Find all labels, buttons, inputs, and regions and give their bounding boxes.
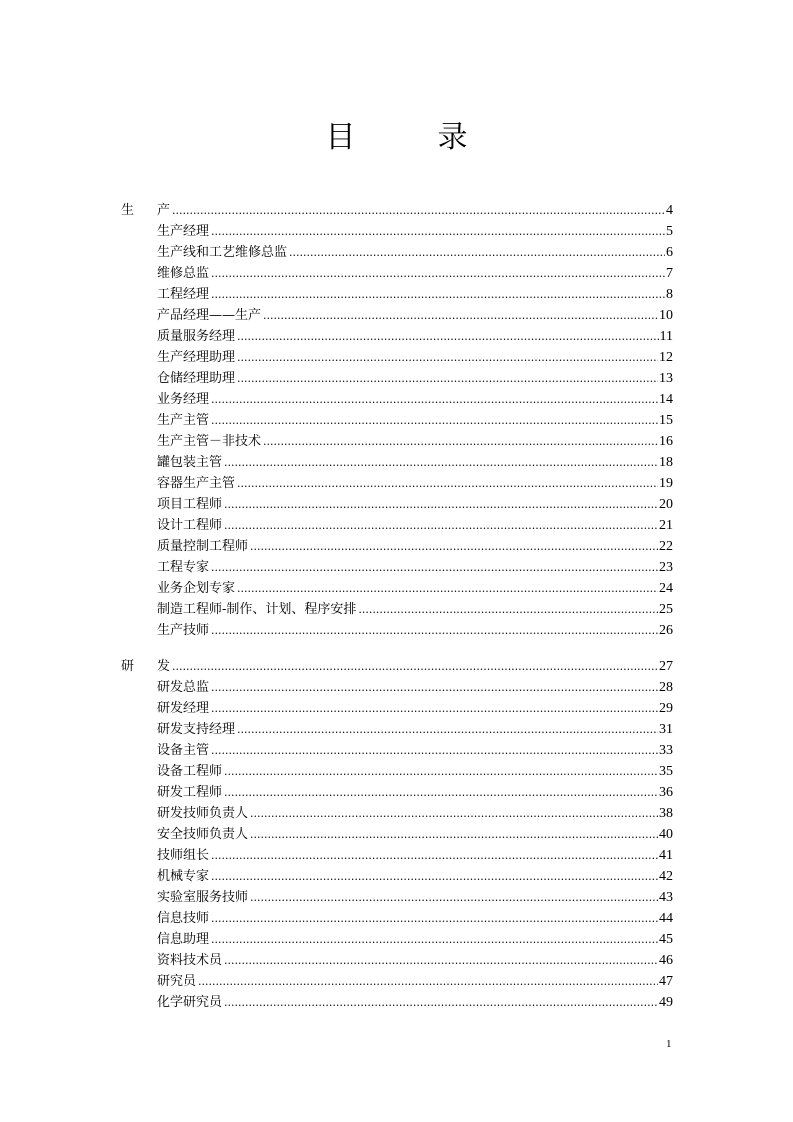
toc-entry-label: 仓储经理助理 xyxy=(157,371,236,386)
toc-entry[interactable] xyxy=(121,698,673,719)
leader-dots xyxy=(211,908,658,929)
leader-dots xyxy=(224,452,658,473)
toc-entry-label: 罐包装主管 xyxy=(157,455,223,470)
toc-entry-label: 机械专家 xyxy=(157,869,210,884)
toc-entry-label: 质量控制工程师 xyxy=(157,539,249,554)
toc-page-number: 35 xyxy=(659,764,673,779)
toc-entry[interactable] xyxy=(121,221,673,242)
toc-page-number: 6 xyxy=(666,245,673,260)
leader-dots xyxy=(250,536,658,557)
toc-entry[interactable] xyxy=(121,866,673,887)
toc-entry[interactable] xyxy=(121,557,673,578)
toc-entry[interactable] xyxy=(121,305,673,326)
toc-entry[interactable] xyxy=(121,620,673,641)
toc-page-number: 21 xyxy=(659,518,673,533)
toc-entry-label: 实验室服务技师 xyxy=(157,890,249,905)
toc-page-number: 49 xyxy=(659,995,673,1010)
toc-page-number: 23 xyxy=(659,560,673,575)
toc-entry-label: 工程经理 xyxy=(157,287,210,302)
leader-dots xyxy=(224,761,658,782)
toc-entry[interactable] xyxy=(121,719,673,740)
toc-entry[interactable] xyxy=(121,761,673,782)
toc-entry[interactable] xyxy=(121,971,673,992)
toc-section-rnd xyxy=(121,656,673,1013)
leader-dots xyxy=(211,263,665,284)
leader-dots xyxy=(224,992,658,1013)
leader-dots xyxy=(224,782,658,803)
leader-dots xyxy=(211,557,658,578)
toc-entry[interactable] xyxy=(121,347,673,368)
toc-entry-label: 研发技师负责人 xyxy=(157,806,249,821)
toc-entry-label: 项目工程师 xyxy=(157,497,223,512)
toc-page-number: 43 xyxy=(659,890,673,905)
toc-page-number: 8 xyxy=(666,287,673,302)
toc-page-number: 38 xyxy=(659,806,673,821)
toc-page-number: 47 xyxy=(659,974,673,989)
toc-page-number: 7 xyxy=(666,266,673,281)
toc-page-number: 4 xyxy=(666,203,673,218)
toc-page-number: 11 xyxy=(659,329,673,344)
leader-dots xyxy=(237,347,658,368)
toc-entry[interactable] xyxy=(121,431,673,452)
leader-dots xyxy=(237,473,658,494)
toc-entry[interactable] xyxy=(121,887,673,908)
toc-entry-label: 产品经理——生产 xyxy=(157,308,262,323)
toc-page-number: 10 xyxy=(659,308,673,323)
toc-entry[interactable] xyxy=(121,950,673,971)
leader-dots xyxy=(211,221,665,242)
toc-page-number: 25 xyxy=(659,602,673,617)
toc-entry-label: 技师组长 xyxy=(157,848,210,863)
toc-entry-label: 资料技术员 xyxy=(157,953,223,968)
toc-entry[interactable] xyxy=(121,599,673,620)
toc-entry-label: 设备工程师 xyxy=(157,764,223,779)
toc-entry-label: 维修总监 xyxy=(157,266,210,281)
leader-dots xyxy=(211,410,658,431)
toc-section-heading[interactable] xyxy=(121,200,673,221)
leader-dots xyxy=(263,431,658,452)
toc-entry[interactable] xyxy=(121,242,673,263)
leader-dots xyxy=(224,950,658,971)
toc-section-production xyxy=(121,200,673,641)
toc-page-number: 15 xyxy=(659,413,673,428)
leader-dots xyxy=(250,824,658,845)
toc-heading-label: 研 发 xyxy=(121,659,171,674)
toc-entry[interactable] xyxy=(121,845,673,866)
toc-entry[interactable] xyxy=(121,452,673,473)
toc-entry[interactable] xyxy=(121,515,673,536)
leader-dots xyxy=(211,284,665,305)
leader-dots xyxy=(358,599,658,620)
toc-page-number: 45 xyxy=(659,932,673,947)
leader-dots xyxy=(211,866,658,887)
toc-entry[interactable] xyxy=(121,929,673,950)
toc-entry-label: 业务企划专家 xyxy=(157,581,236,596)
toc-entry[interactable] xyxy=(121,677,673,698)
toc-entry-label: 工程专家 xyxy=(157,560,210,575)
toc-page-number: 33 xyxy=(659,743,673,758)
leader-dots xyxy=(250,887,658,908)
toc-page-number: 41 xyxy=(659,848,673,863)
toc-entry-label: 业务经理 xyxy=(157,392,210,407)
toc-entry[interactable] xyxy=(121,536,673,557)
toc-entry-label: 设备主管 xyxy=(157,743,210,758)
toc-entry[interactable] xyxy=(121,473,673,494)
toc-page-number: 44 xyxy=(659,911,673,926)
toc-entry-label: 质量服务经理 xyxy=(157,329,236,344)
leader-dots xyxy=(263,305,658,326)
toc-entry[interactable] xyxy=(121,494,673,515)
toc-entry-label: 生产经理助理 xyxy=(157,350,236,365)
toc-page-number: 14 xyxy=(659,392,673,407)
leader-dots xyxy=(198,971,658,992)
leader-dots xyxy=(172,656,658,677)
toc-entry[interactable] xyxy=(121,368,673,389)
toc-entry-label: 研发总监 xyxy=(157,680,210,695)
toc-entry[interactable] xyxy=(121,992,673,1013)
leader-dots xyxy=(237,368,658,389)
toc-page-number: 16 xyxy=(659,434,673,449)
toc-page-number: 36 xyxy=(659,785,673,800)
toc-entry-label: 生产技师 xyxy=(157,623,210,638)
toc-entry-label: 生产主管 xyxy=(157,413,210,428)
toc-page-number: 31 xyxy=(659,722,673,737)
leader-dots xyxy=(224,515,658,536)
toc-page-number: 26 xyxy=(659,623,673,638)
toc-heading-label: 生 产 xyxy=(121,203,171,218)
toc-entry-label: 研发支持经理 xyxy=(157,722,236,737)
toc-page-number: 12 xyxy=(659,350,673,365)
toc-entry-label: 容器生产主管 xyxy=(157,476,236,491)
leader-dots xyxy=(237,326,659,347)
toc-page-number: 22 xyxy=(659,539,673,554)
leader-dots xyxy=(172,200,665,221)
leader-dots xyxy=(224,494,658,515)
leader-dots xyxy=(211,677,658,698)
toc-entry-label: 生产主管－非技术 xyxy=(157,434,262,449)
toc-page-number: 19 xyxy=(659,476,673,491)
toc-entry[interactable] xyxy=(121,284,673,305)
toc-page-number: 28 xyxy=(659,680,673,695)
toc-entry-label: 信息助理 xyxy=(157,932,210,947)
toc-entry-label: 制造工程师-制作、计划、程序安排 xyxy=(157,602,357,617)
toc-page-number: 29 xyxy=(659,701,673,716)
toc-entry[interactable] xyxy=(121,410,673,431)
leader-dots xyxy=(211,845,658,866)
toc-page-number: 13 xyxy=(659,371,673,386)
leader-dots xyxy=(211,389,658,410)
toc-entry-label: 设计工程师 xyxy=(157,518,223,533)
toc-entry-label: 研发经理 xyxy=(157,701,210,716)
leader-dots xyxy=(211,620,658,641)
toc-page-number: 46 xyxy=(659,953,673,968)
toc-entry[interactable] xyxy=(121,782,673,803)
toc-entry[interactable] xyxy=(121,740,673,761)
toc-entry-label: 生产经理 xyxy=(157,224,210,239)
toc-page-number: 24 xyxy=(659,581,673,596)
leader-dots xyxy=(211,740,658,761)
toc-entry-label: 生产线和工艺维修总监 xyxy=(157,245,288,260)
toc-entry-label: 化学研究员 xyxy=(157,995,223,1010)
page-footer-number: 1 xyxy=(666,1038,672,1050)
toc-entry-label: 研发工程师 xyxy=(157,785,223,800)
leader-dots xyxy=(237,719,658,740)
toc-entry-label: 安全技师负责人 xyxy=(157,827,249,842)
leader-dots xyxy=(250,803,658,824)
toc-entry[interactable] xyxy=(121,803,673,824)
toc-page-number: 42 xyxy=(659,869,673,884)
toc-page-number: 18 xyxy=(659,455,673,470)
toc-entry-label: 研究员 xyxy=(157,974,197,989)
toc-page-number: 5 xyxy=(666,224,673,239)
leader-dots xyxy=(211,698,658,719)
toc-entry[interactable] xyxy=(121,326,673,347)
leader-dots xyxy=(237,578,658,599)
toc-entry[interactable] xyxy=(121,908,673,929)
toc-entry[interactable] xyxy=(121,824,673,845)
toc-entry[interactable] xyxy=(121,578,673,599)
page-title: 目 录 xyxy=(325,120,494,155)
toc-entry[interactable] xyxy=(121,389,673,410)
toc-section-heading[interactable] xyxy=(121,656,673,677)
toc-page-number: 40 xyxy=(659,827,673,842)
leader-dots xyxy=(211,929,658,950)
toc-page-number: 20 xyxy=(659,497,673,512)
toc-page-number: 27 xyxy=(659,659,673,674)
leader-dots xyxy=(289,242,665,263)
toc-entry[interactable] xyxy=(121,263,673,284)
toc-entry-label: 信息技师 xyxy=(157,911,210,926)
